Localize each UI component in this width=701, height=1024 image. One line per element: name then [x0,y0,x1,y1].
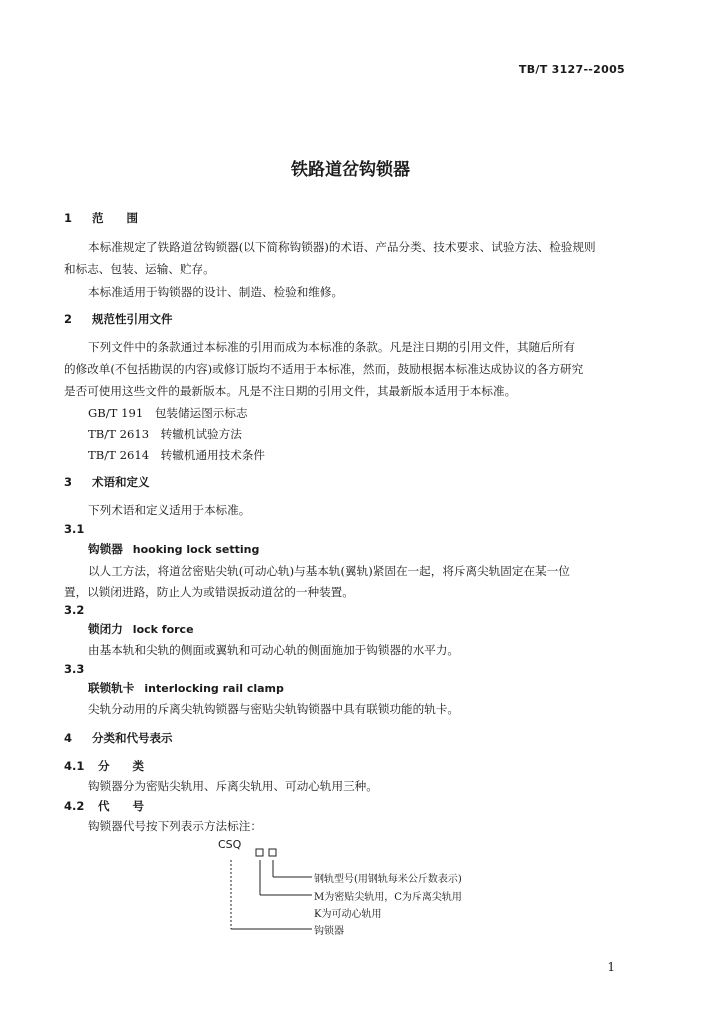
section-number: 4 [64,731,73,745]
legend-line: 钩锁器 [314,926,344,937]
definition: 尖轨分动用的斥离尖轨钩锁器与密贴尖轨钩锁器中具有联锁功能的轨卡。 [88,702,460,716]
definition: 以人工方法，将道岔密贴尖轨(可动心轨)与基本轨(翼轨)紧固在一起，将斥离尖轨固定在某一位 [88,564,570,578]
subsection-title: 分 类 [98,759,144,773]
term-zh: 锁闭力 [88,622,123,636]
section-number: 2 [64,312,73,326]
section-1-heading [64,210,138,226]
definition: 置，以锁闭进路，防止人为或错误扳动道岔的一种装置。 [64,585,354,599]
section-number: 3 [64,475,73,489]
definition: 由基本轨和尖轨的侧面或翼轨和可动心轨的侧面施加于钩锁器的水平力。 [88,643,460,657]
term-entry [88,621,194,637]
section-title: 分类和代号表示 [92,731,173,745]
section-title: 术语和定义 [92,475,150,489]
code-prefix: CSQ [218,838,242,851]
section-2-heading [64,311,173,327]
paragraph: 钩锁器分为密贴尖轨用、斥离尖轨用、可动心轨用三种。 [88,779,378,793]
section-title: 规范性引用文件 [92,312,173,326]
paragraph: 钩锁器代号按下列表示方法标注： [88,819,262,833]
subsection-title: 代 号 [98,799,144,813]
term-entry [88,680,284,696]
document-title: 铁路道岔钩锁器 [291,160,410,180]
paragraph: 本标准适用于钩锁器的设计、制造、检验和维修。 [88,285,344,299]
standard-number: TB/T 3127--2005 [518,63,625,76]
term-zh: 钩锁器 [88,542,123,556]
code-box-2 [269,849,276,856]
paragraph: 本标准规定了铁路道岔钩锁器(以下简称钩锁器)的术语、产品分类、技术要求、试验方法、检验规则 [88,240,596,254]
reference-item: TB/T 2613 转辙机试验方法 [88,427,242,441]
code-diagram-lines [220,845,320,940]
code-box-1 [256,849,263,856]
paragraph: 是否可使用这些文件的最新版本。凡是不注日期的引用文件，其最新版本适用于本标准。 [64,384,517,398]
paragraph: 和标志、包装、运输、贮存。 [64,262,215,276]
section-3-heading [64,474,150,490]
term-en: interlocking rail clamp [144,682,284,695]
paragraph: 下列文件中的条款通过本标准的引用而成为本标准的条款。凡是注日期的引用文件，其随后所有 [88,340,575,354]
subsection-4-2-heading [64,798,144,814]
clause-number: 3.2 [64,603,85,617]
subsection-number: 4.2 [64,799,85,813]
paragraph: 的修改单(不包括勘误的内容)或修订版均不适用于本标准，然而，鼓励根据本标准达成协议的各方研究 [64,362,584,376]
subsection-number: 4.1 [64,759,85,773]
term-zh: 联锁轨卡 [88,681,135,695]
legend-line: K为可动心轨用 [314,909,382,920]
term-en: hooking lock setting [132,543,260,556]
legend-line: M为密贴尖轨用，C为斥离尖轨用 [314,892,462,903]
paragraph: 下列术语和定义适用于本标准。 [88,503,251,517]
page-number: 1 [607,960,615,974]
clause-number: 3.3 [64,662,85,676]
section-4-heading [64,730,173,746]
reference-item: GB/T 191 包装储运图示标志 [88,406,248,420]
subsection-4-1-heading [64,758,144,774]
legend-line: 钢轨型号(用钢轨每米公斤数表示) [314,874,462,885]
reference-item: TB/T 2614 转辙机通用技术条件 [88,448,266,462]
term-entry [88,541,259,557]
term-en: lock force [132,623,194,636]
section-title: 范 围 [92,211,138,225]
clause-number: 3.1 [64,522,85,536]
section-number: 1 [64,211,73,225]
